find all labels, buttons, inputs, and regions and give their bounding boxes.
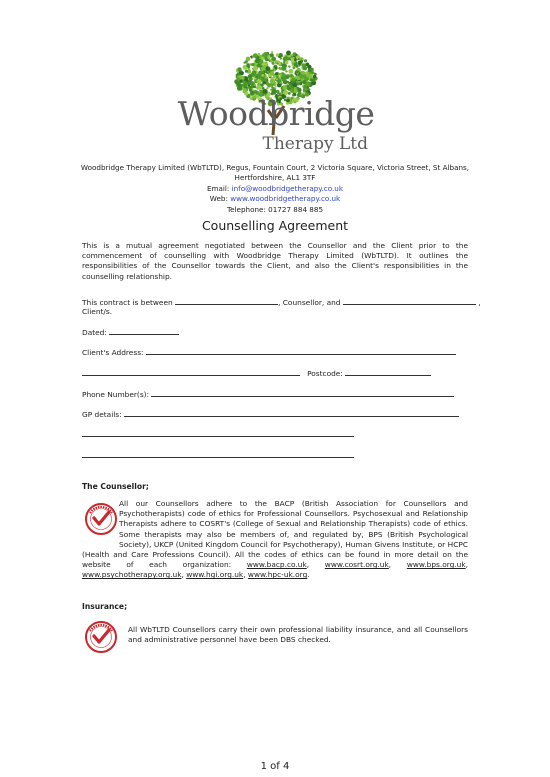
dated-row: Dated: (82, 327, 179, 338)
page-title: Counselling Agreement (201, 218, 349, 233)
address-line-2: Hertfordshire, AL1 3TF (234, 173, 316, 183)
client-name-field[interactable] (343, 297, 476, 305)
contact-block (70, 163, 480, 215)
address-line-1: Woodbridge Therapy Limited (WbTLTD), Regus, Fountain Court, 2 Victoria Square, Victoria Street, St Albans, (80, 163, 470, 172)
telephone-line: Telephone: 01727 884 885 (226, 204, 324, 214)
phone-row: Phone Number(s): (82, 389, 454, 400)
psychotherapy-link[interactable]: www.psychotherapy.org.uk (82, 570, 182, 580)
cosrt-link[interactable]: www.cosrt.org.uk (324, 560, 389, 570)
extra-line-1[interactable] (82, 436, 354, 437)
page-number: 1 of 4 (260, 761, 290, 772)
counsellor-name-field[interactable] (175, 297, 278, 305)
gp-field[interactable] (124, 409, 459, 417)
address-field-2[interactable] (82, 368, 300, 376)
email-line: Email: info@woodbridgetherapy.co.uk (206, 183, 344, 193)
gp-row: GP details: (82, 409, 459, 420)
postcode-row: Postcode: (82, 368, 431, 379)
address-field[interactable] (146, 347, 456, 355)
counsellor-paragraph: All our Counsellors adhere to the BACP (British Association for Counsellors and Psychotherapists) code of ethics for Professional Counsellors. Psychosexual and Relationship Therapists adhere to COSRT's (College of Sexual and Relationship Therapists) code of ethics. Some therapists may also be members of, and regulated by, BPS (British Psychological Society), UKCP (United Kingdom Council for Psychotherapy), Human Givens Institute, or HCPC (Health and Care Professions Council). All the codes of ethics can be found in more detail on the website of each organization: www.bacp.co.uk, www.cosrt.org.uk, www.bps.org.uk, www.psychotherapy.org.uk, www.hgi.org.uk, www.hpc-uk.org. (82, 499, 469, 580)
bacp-link[interactable]: www.bacp.co.uk (246, 560, 307, 570)
date-field[interactable] (109, 327, 179, 335)
address-row: Client's Address: (82, 347, 456, 358)
logo-wordmark: Woodbridge (177, 94, 375, 133)
insurance-heading: Insurance; (82, 602, 128, 611)
accredited-badge-icon (84, 620, 118, 654)
hpc-link[interactable]: www.hpc-uk.org (247, 570, 308, 580)
web-line: Web: www.woodbridgetherapy.co.uk (209, 194, 341, 204)
intro-paragraph: This is a mutual agreement negotiated between the Counsellor and the Client prior to the commencement of counselling with Woodbridge Therapy Limited (WbTLTD). It outlines the responsibilities of the Counsellor towards the Client, and also the Client's responsibilities in the counselling relationship. (82, 241, 468, 281)
contract-row: This contract is between , Counsellor, and , (82, 298, 481, 307)
bps-link[interactable]: www.bps.org.uk (406, 560, 466, 570)
email-link[interactable]: info@woodbridgetherapy.co.uk (231, 183, 344, 193)
web-link[interactable]: www.woodbridgetherapy.co.uk (230, 194, 341, 204)
hgi-link[interactable]: www.hgi.org.uk (186, 570, 244, 580)
insurance-paragraph: All WbTLTD Counsellors carry their own professional liability insurance, and all Counsellors and administrative personnel have been DBS checked. (128, 625, 468, 645)
postcode-field[interactable] (345, 368, 431, 376)
phone-field[interactable] (151, 389, 454, 397)
logo-subtitle: Therapy Ltd (262, 134, 368, 154)
contract-row-2: Client/s. (82, 307, 113, 316)
extra-line-2[interactable] (82, 457, 354, 458)
counsellor-heading: The Counsellor; (82, 482, 149, 491)
